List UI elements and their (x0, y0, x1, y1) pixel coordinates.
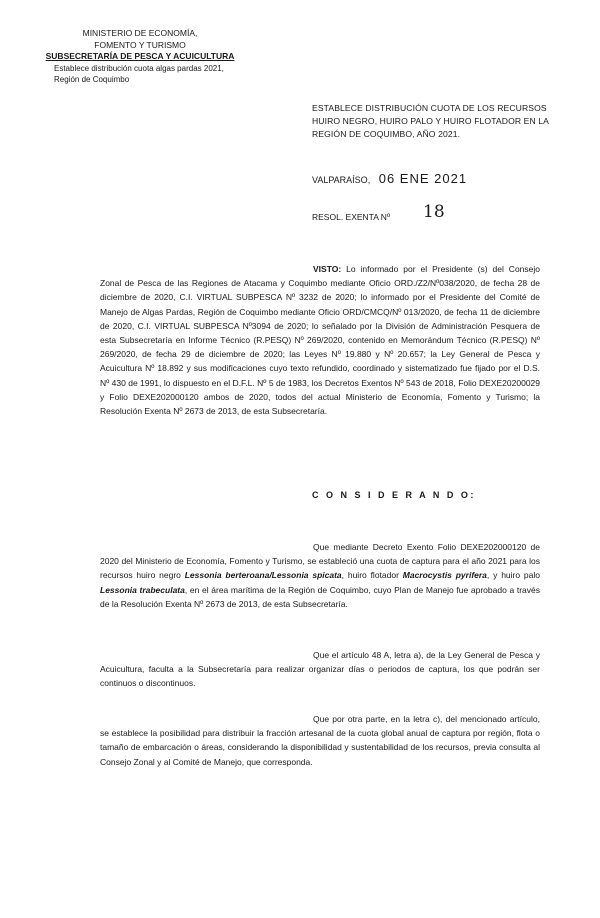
considerando-paragraph-1 (100, 540, 540, 611)
p1-text-d: , en el área marítima de la Región de Coquimbo, cuyo Plan de Manejo fue aprobado a través de la Resolución Exenta Nº 2673 de 2013, de esta Subsecretaría. (100, 584, 540, 609)
p2-text: Que el artículo 48 A, letra a), de la Ley General de Pesca y Acuicultura, faculta a la Subsecretaría para realizar organizar días o periodos de captura, los que podrán ser continuos o discontinuos. (100, 650, 540, 689)
ministry-line-2: FOMENTO Y TURISMO (94, 39, 186, 50)
date-stamp: 06 ENE 2021 (378, 171, 468, 186)
resolution-title: ESTABLECE DISTRIBUCIÓN CUOTA DE LOS RECURSOS HUIRO NEGRO, HUIRO PALO Y HUIRO FLOTADOR EN LA REGIÓN DE COQUIMBO, AÑO 2021. (312, 103, 549, 139)
species-huiro-negro: Lessonia berteroana/Lessonia spicata (184, 570, 342, 581)
resolution-number: 18 (423, 202, 445, 222)
p1-text-b: , huiro flotador (341, 570, 403, 581)
considerando-heading: C O N S I D E R A N D O: (312, 490, 476, 500)
subsecretaria-name: SUBSECRETARÍA DE PESCA Y ACUICULTURA (45, 51, 235, 61)
species-huiro-palo: Lessonia trabeculata (100, 584, 185, 595)
resolution-number-line (312, 202, 562, 222)
letterhead (40, 28, 240, 85)
p3-text: Que por otra parte, en la letra c), del mencionado artículo, se establece la posibilidad para distribuir la fracción artesanal de la cuota global anual de captura por región, flota o tamaño de embarcación o áreas, considerando la disponibilidad y sustentabilidad de los recursos, previa consulta al Consejo Zonal y al Comité de Manejo, que corresponda. (100, 714, 540, 767)
resolution-label: RESOL. EXENTA Nº (312, 212, 391, 222)
place-date (312, 172, 562, 187)
p1-text-a: Que mediante Decreto Exento Folio DEXE202000120 de 2020 del Ministerio de Economía, Fomento y Turismo, se estableció una cuota de captura para el año 2021 para los recursos huiro negro (100, 542, 540, 581)
visto-text: Lo informado por el Presidente (s) del Consejo Zonal de Pesca de las Regiones de Atacama y Coquimbo mediante Oficio ORD./Z2/Nº038/2020, de fecha 28 de diciembre de 2020, C.I. VIRTUAL SUBPESCA Nº 3232 de 2020; lo informado por el Presidente del Comité de Manejo de Algas Pardas, Región de Coquimbo mediante Oficio ORD/CMCQ/Nº 013/2020, de fecha 11 de diciembre de 2020, C.I. VIRTUAL SUBPESCA Nº3094 de 2020; lo señalado por la División de Administración Pesquera de esta Subsecretaría en Informe Técnico (R.PESQ) Nº 269/2020, contenido en Memorándum Técnico (R.PESQ) Nº 269/2020, de fecha 29 de diciembre de 2020; las Leyes Nº 19.880 y Nº 20.657; la Ley General de Pesca y Acuicultura Nº 18.892 y sus modificaciones cuyo texto refundido, coordinado y sistematizado fue fijado por el D.S. Nº 430 de 1991, lo dispuesto en el D.F.L. Nº 5 de 1983, los Decretos Exentos Nº 543 de 2018, Folio DEXE20200029 y Folio DEXE202000120 ambos de 2020, todos del actual Ministerio de Economía, Fomento y Turismo; la Resolución Exenta Nº 2673 de 2013, de esta Subsecretaría. (100, 264, 540, 417)
visto-paragraph (100, 262, 540, 418)
reference-line-1: Establece distribución cuota algas pardas 2021, (54, 63, 224, 73)
place: VALPARAÍSO, (312, 175, 371, 185)
considerando-paragraph-2 (100, 648, 540, 691)
p1-text-c: , y huiro palo (486, 570, 540, 581)
considerando-paragraph-3 (100, 712, 540, 769)
species-huiro-flotador: Macrocystis pyrifera (402, 570, 487, 581)
reference-line-2: Región de Coquimbo (54, 74, 130, 84)
visto-lead: VISTO: (313, 264, 342, 274)
ministry-line-1: MINISTERIO DE ECONOMÍA, (82, 28, 198, 38)
